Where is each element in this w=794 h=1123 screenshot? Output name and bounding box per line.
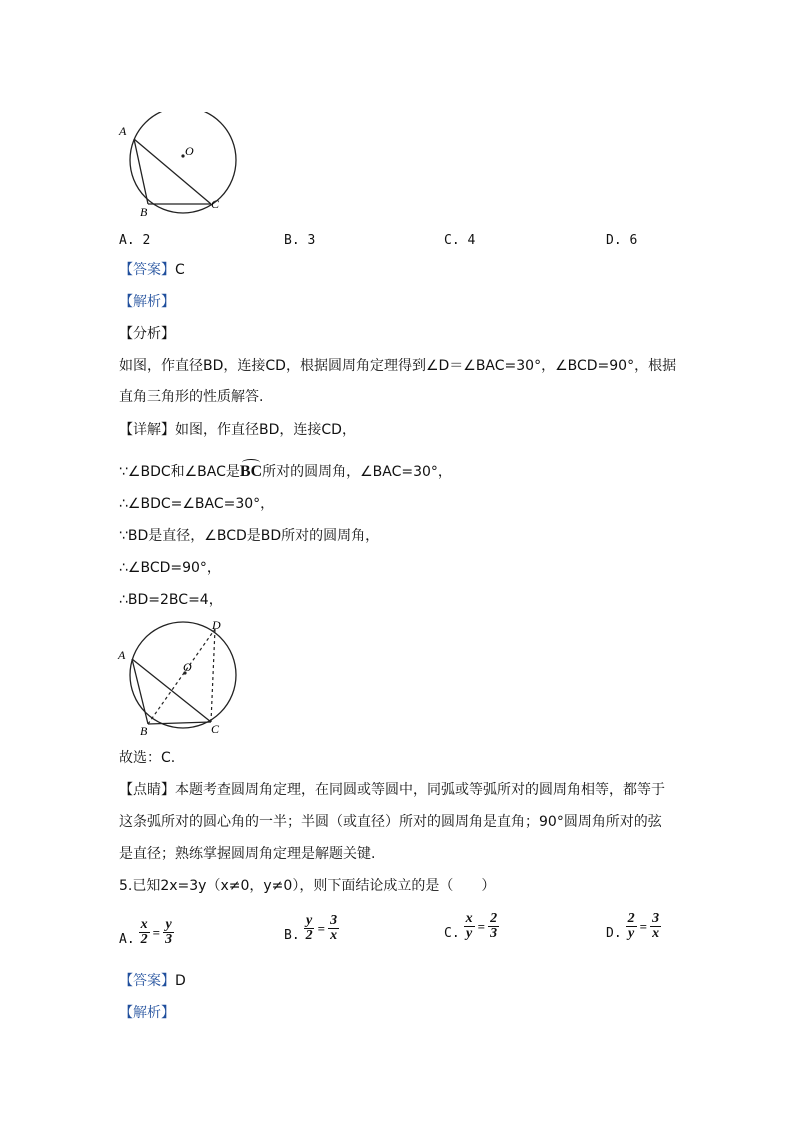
- chord-cd: [211, 629, 215, 722]
- q5-analysis-tag: 【解析】: [119, 1005, 175, 1021]
- step-1-post: 所对的圆周角，∠BAC=30°，: [262, 464, 452, 480]
- fraction-right: $\frac{y}{3}$: [165, 917, 173, 947]
- label-b: B: [140, 205, 148, 219]
- step-1: [119, 462, 452, 482]
- dianjing-text-1: 本题考查圆周角定理，在同圆或等圆中，同弧或等弧所对的圆周角相等，都等于: [175, 782, 665, 798]
- label-a: A: [119, 124, 127, 138]
- detail-intro: 如图，作直径BD，连接CD，: [175, 422, 356, 438]
- chord-ab: [132, 659, 148, 724]
- answer-tag: 【答案】: [119, 973, 175, 989]
- q5-option-a: [119, 918, 174, 947]
- answer-value: D: [175, 973, 186, 989]
- fraction-left: $\frac{x}{y}$: [465, 911, 473, 941]
- label-d: D: [212, 618, 221, 632]
- fenxi-line-2: 直角三角形的性质解答.: [119, 389, 264, 405]
- chord-ac: [132, 659, 211, 722]
- step-2: ∴∠BDC=∠BAC=30°，: [119, 496, 275, 512]
- dianjing-line-2: 这条弧所对的圆心角的一半；半圆（或直径）所对的圆周角是直角；90°圆周角所对的弦: [119, 814, 662, 830]
- q5-stem: 5.已知2x=3y（x≠0，y≠0），则下面结论成立的是（ ）: [119, 878, 496, 894]
- dianjing-tag: 【点睛】: [119, 782, 175, 798]
- option-c: C. 4: [444, 233, 476, 248]
- chord-bc: [148, 722, 211, 724]
- answer-line: [119, 260, 185, 280]
- answer-value: C: [175, 262, 185, 278]
- diameter-bd: [148, 629, 215, 724]
- fraction-right: $\frac{3}{x}$: [330, 913, 338, 943]
- option-label: D.: [606, 926, 622, 941]
- step-3: ∵BD是直径，∠BCD是BD所对的圆周角，: [119, 528, 380, 544]
- option-label: C.: [444, 926, 460, 941]
- step-1-pre: ∵∠BDC和∠BAC是: [119, 464, 240, 480]
- label-o: O: [185, 144, 194, 158]
- dianjing-line-3: 是直径；熟练掌握圆周角定理是解题关键.: [119, 846, 376, 862]
- circle-figure-1: [115, 112, 245, 222]
- analysis-tag: 【解析】: [119, 294, 175, 310]
- label-o: O: [183, 660, 192, 674]
- q5-option-c: [444, 912, 499, 941]
- detail-line: [119, 420, 356, 440]
- label-a: A: [118, 648, 126, 662]
- q5-option-b: [284, 914, 339, 943]
- option-a: A. 2: [119, 233, 151, 248]
- choose-line: 故选：C.: [119, 750, 176, 766]
- circle-figure-2: [115, 615, 245, 740]
- circle: [130, 112, 236, 213]
- q5-option-d: [606, 912, 661, 941]
- option-b: B. 3: [284, 233, 316, 248]
- fraction-left: $\frac{y}{2}$: [305, 913, 313, 943]
- fraction-left: $\frac{x}{2}$: [140, 917, 148, 947]
- label-c: C: [211, 197, 220, 211]
- fenxi-tag: 【分析】: [119, 326, 175, 342]
- label-c: C: [211, 722, 220, 736]
- fraction-right: $\frac{2}{3}$: [490, 911, 498, 941]
- label-b: B: [140, 724, 148, 738]
- option-d: D. 6: [606, 233, 638, 248]
- equals-sign: =: [152, 924, 161, 940]
- equals-sign: =: [639, 918, 648, 934]
- equals-sign: =: [477, 918, 486, 934]
- fenxi-line-1: 如图，作直径BD，连接CD，根据圆周角定理得到∠D＝∠BAC=30°，∠BCD=90°，根据: [119, 358, 677, 374]
- q5-answer-line: [119, 971, 186, 991]
- step-4: ∴∠BCD=90°，: [119, 560, 221, 576]
- fraction-right: $\frac{3}{x}$: [652, 911, 660, 941]
- fraction-left: $\frac{2}{y}$: [627, 911, 635, 941]
- option-label: B.: [284, 928, 300, 943]
- equals-sign: =: [317, 920, 326, 936]
- detail-tag: 【详解】: [119, 422, 175, 438]
- answer-tag: 【答案】: [119, 262, 175, 278]
- dianjing-line-1: [119, 780, 665, 800]
- step-5: ∴BD=2BC=4，: [119, 592, 223, 608]
- option-label: A.: [119, 932, 135, 947]
- arc-bc: BC: [239, 463, 263, 480]
